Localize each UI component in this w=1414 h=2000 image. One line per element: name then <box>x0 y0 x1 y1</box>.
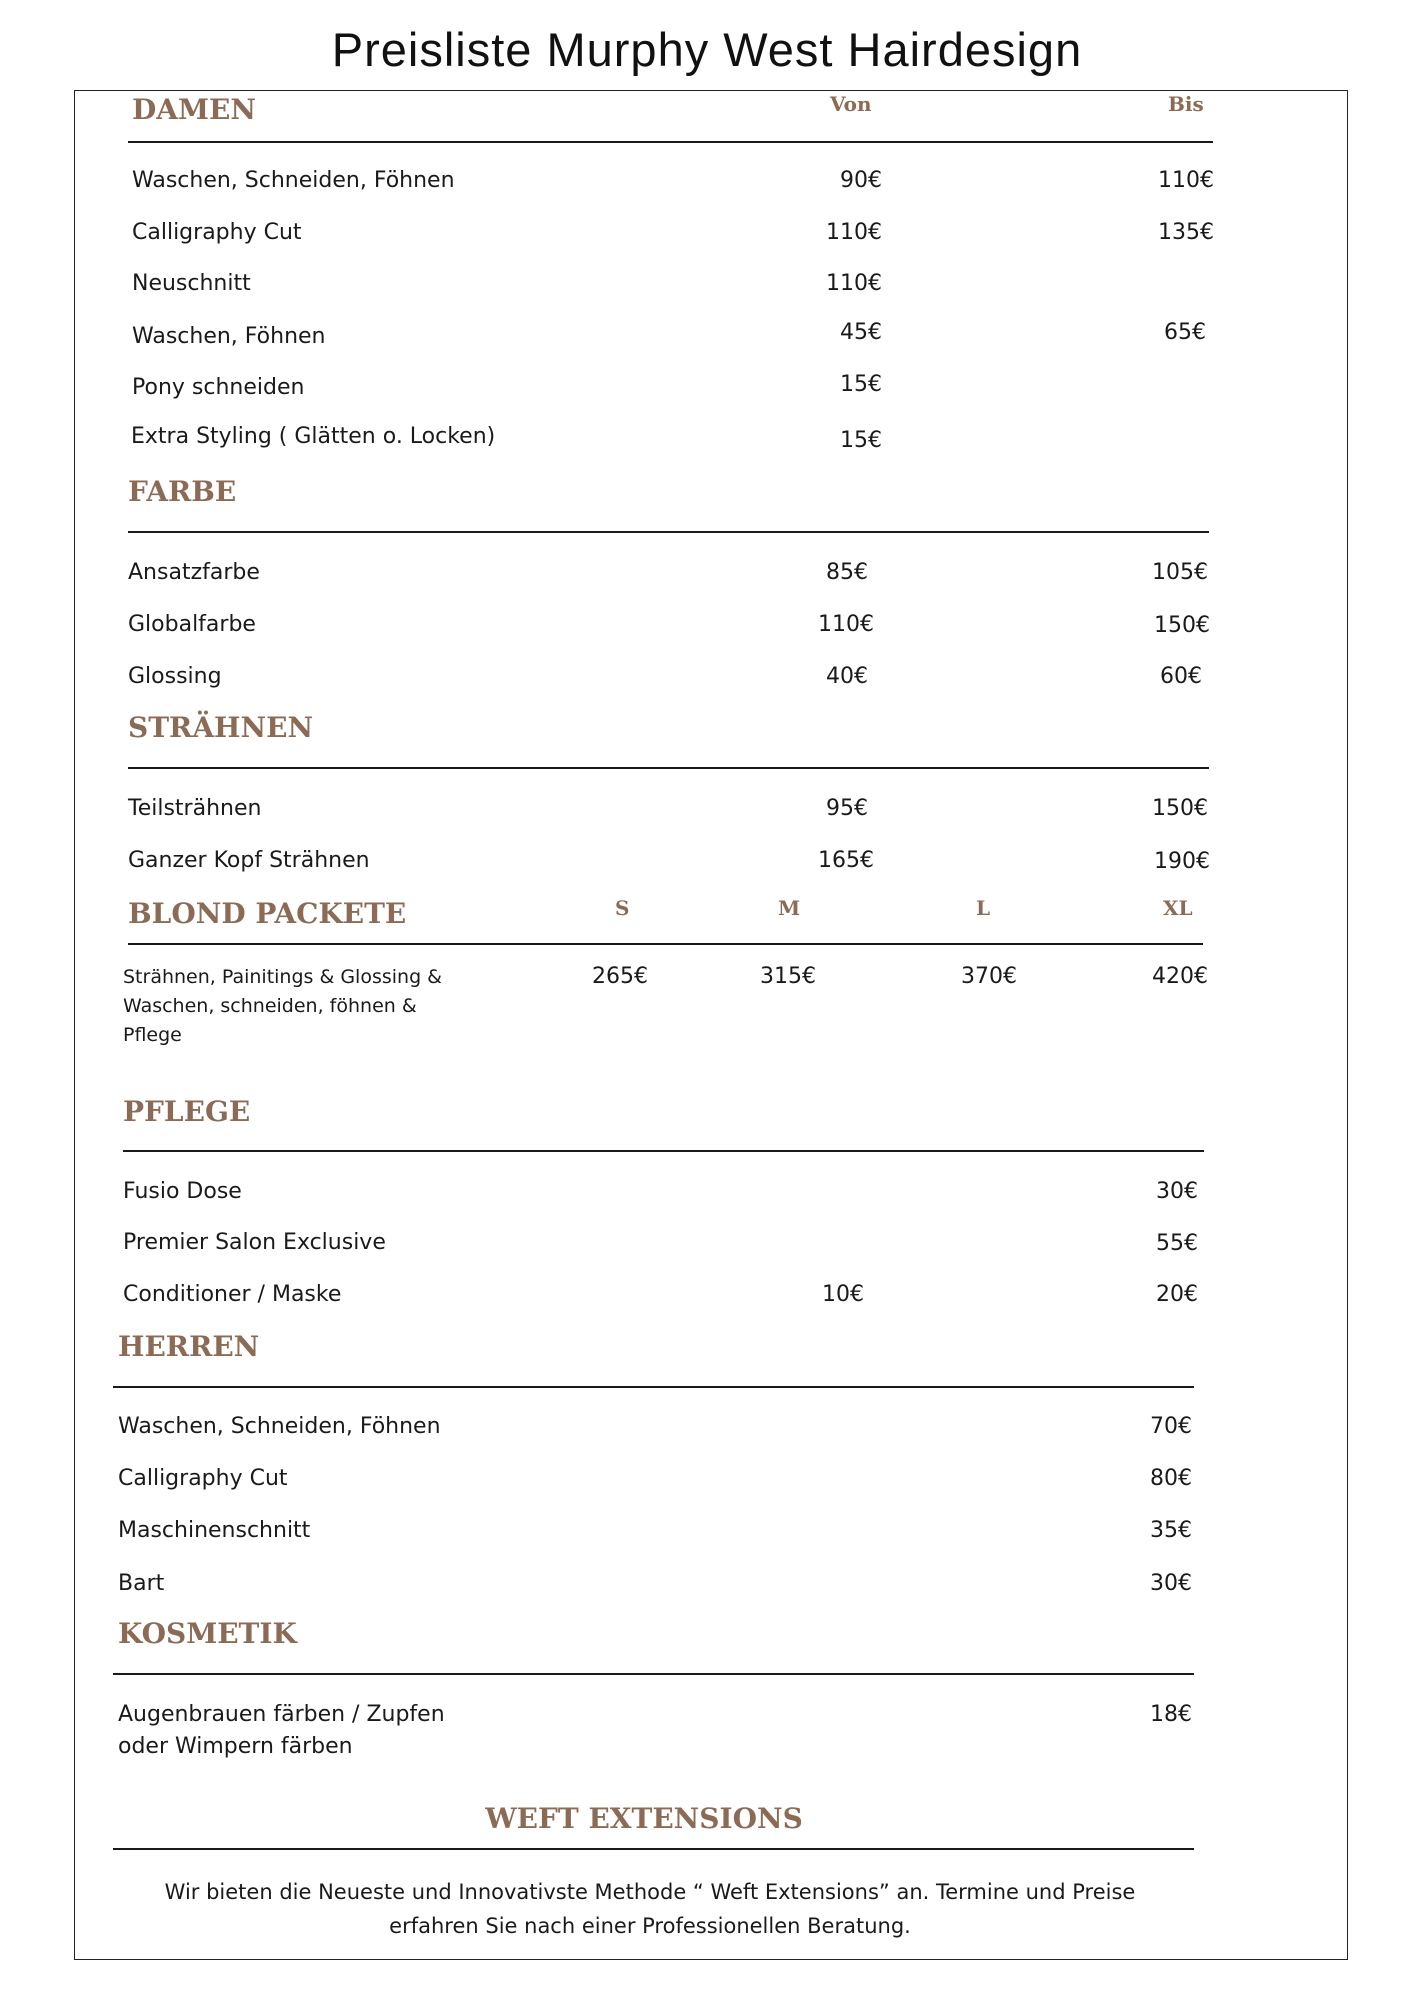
section-divider <box>128 767 1209 769</box>
page-title: Preisliste Murphy West Hairdesign <box>331 23 1083 76</box>
price: 18€ <box>1150 1702 1192 1727</box>
price: 35€ <box>1150 1518 1192 1543</box>
price-bis: 65€ <box>1164 320 1206 345</box>
price-von: 85€ <box>826 560 868 585</box>
section-heading-blond: BLOND PACKETE <box>128 897 407 930</box>
price-row-label: Ansatzfarbe <box>128 560 260 585</box>
price-bis: 55€ <box>1156 1231 1198 1256</box>
section-heading-weft: WEFT EXTENSIONS <box>485 1802 803 1835</box>
price-bis: 190€ <box>1154 849 1210 874</box>
price-row-label: Waschen, Föhnen <box>132 324 326 349</box>
price-row-label: Fusio Dose <box>123 1179 242 1204</box>
price-size-l: 370€ <box>961 964 1017 989</box>
price-row-label: Waschen, Schneiden, Föhnen <box>132 168 455 193</box>
price: 80€ <box>1150 1466 1192 1491</box>
price-row-label: Extra Styling ( Glätten o. Locken) <box>131 424 496 449</box>
price-row-label: Glossing <box>128 664 222 689</box>
price-bis: 150€ <box>1154 613 1210 638</box>
price-von: 40€ <box>826 664 868 689</box>
price-bis: 105€ <box>1152 560 1208 585</box>
price-von: 165€ <box>818 848 874 873</box>
section-divider <box>113 1673 1194 1675</box>
size-header-l: L <box>976 896 991 920</box>
price: 70€ <box>1150 1414 1192 1439</box>
section-heading-pflege: PFLEGE <box>123 1095 251 1128</box>
price-row-label: Waschen, Schneiden, Föhnen <box>118 1414 441 1439</box>
blond-package-label: Strähnen, Painitings & Glossing & Waschen, schneiden, föhnen & Pflege <box>123 966 442 1046</box>
price-row-label: Premier Salon Exclusive <box>123 1230 386 1255</box>
price-row-label: Ganzer Kopf Strähnen <box>128 848 370 873</box>
price-von: 110€ <box>818 612 874 637</box>
price-row-label: Globalfarbe <box>128 612 256 637</box>
section-divider <box>113 1848 1194 1850</box>
price-bis: 30€ <box>1156 1179 1198 1204</box>
price-row-label: Pony schneiden <box>132 375 305 400</box>
price-row-label: Neuschnitt <box>132 271 251 296</box>
section-divider <box>128 531 1209 533</box>
weft-extensions-note: Wir bieten die Neueste und Innovativste Methode “ Weft Extensions” an. Termine und Preise erfahren Sie nach einer Professionellen Beratung. <box>164 1880 1136 1938</box>
price-von: 45€ <box>840 320 882 345</box>
price-row-label: Maschinenschnitt <box>118 1518 311 1543</box>
price-row-label: Calligraphy Cut <box>118 1466 288 1491</box>
price-von: 110€ <box>826 220 882 245</box>
price-bis: 135€ <box>1158 220 1214 245</box>
section-heading-kosmetik: KOSMETIK <box>118 1617 297 1650</box>
section-heading-damen: DAMEN <box>132 93 256 126</box>
price-row-label: Augenbrauen färben / Zupfen oder Wimpern färben <box>118 1702 445 1759</box>
price-size-s: 265€ <box>592 964 648 989</box>
size-header-m: M <box>778 896 801 920</box>
price-size-xl: 420€ <box>1152 964 1208 989</box>
price-von: 10€ <box>822 1282 864 1307</box>
price-bis: 60€ <box>1160 664 1202 689</box>
section-divider <box>123 1150 1204 1152</box>
price-von: 95€ <box>826 796 868 821</box>
column-header-von: Von <box>830 92 872 116</box>
price-bis: 110€ <box>1158 168 1214 193</box>
section-heading-straehnen: STRÄHNEN <box>128 711 314 744</box>
price: 30€ <box>1150 1571 1192 1596</box>
column-header-bis: Bis <box>1168 92 1204 116</box>
section-heading-herren: HERREN <box>118 1330 260 1363</box>
price-von: 15€ <box>840 372 882 397</box>
price-von: 15€ <box>840 428 882 453</box>
price-bis: 20€ <box>1156 1282 1198 1307</box>
price-von: 110€ <box>826 271 882 296</box>
section-divider <box>113 1386 1194 1388</box>
price-bis: 150€ <box>1152 796 1208 821</box>
price-size-m: 315€ <box>760 964 816 989</box>
price-row-label: Bart <box>118 1571 165 1596</box>
section-divider <box>128 141 1213 143</box>
section-divider <box>128 943 1203 945</box>
price-row-label: Teilsträhnen <box>128 796 262 821</box>
size-header-s: S <box>615 896 630 920</box>
section-heading-farbe: FARBE <box>128 475 237 508</box>
price-row-label: Conditioner / Maske <box>123 1282 342 1307</box>
size-header-xl: XL <box>1163 896 1193 920</box>
price-row-label: Calligraphy Cut <box>132 220 302 245</box>
price-von: 90€ <box>840 168 882 193</box>
